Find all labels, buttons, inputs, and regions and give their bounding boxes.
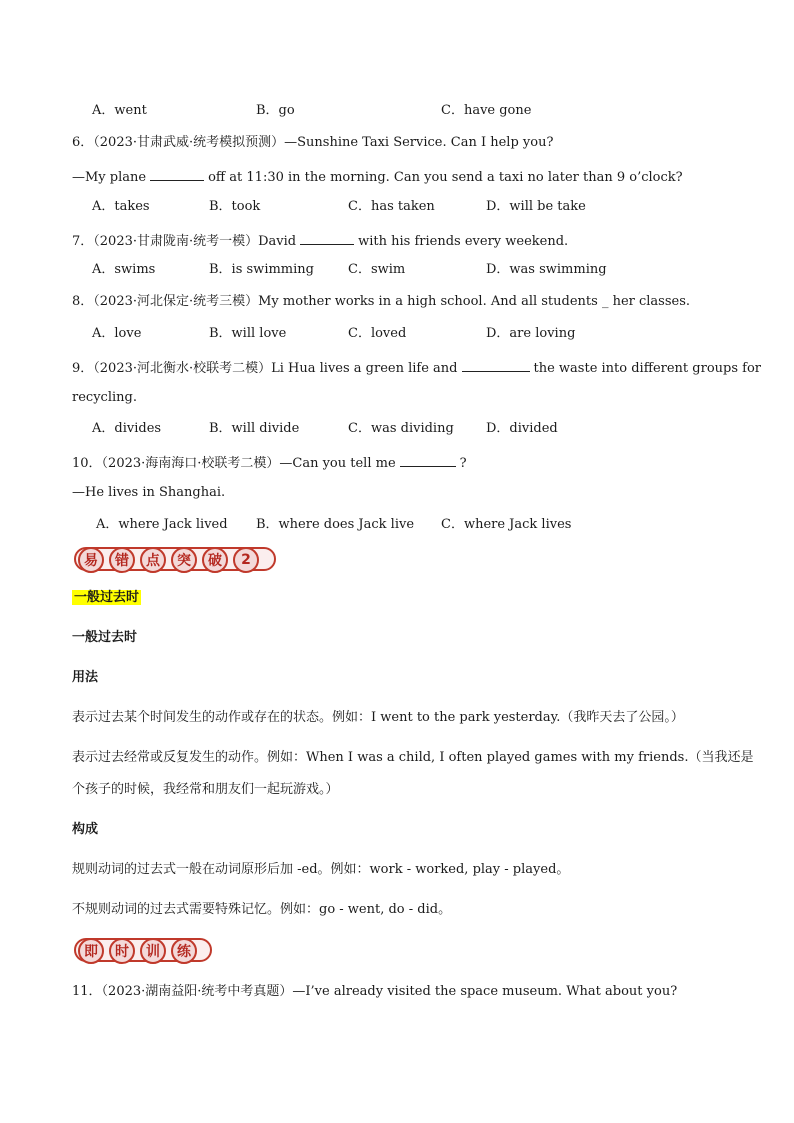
q9-stem xyxy=(72,358,761,377)
q10-stem-post: ? xyxy=(459,456,467,471)
q6-line2 xyxy=(72,167,683,186)
banner-char: 突 xyxy=(171,547,197,573)
q9-option-a: A．divides xyxy=(92,421,162,436)
usage-text-2b: 个孩子的时候，我经常和朋友们一起玩游戏。） xyxy=(72,782,339,797)
q10-option-a: A．where Jack lived xyxy=(96,517,228,532)
banner-char: 点 xyxy=(140,547,166,573)
form-text-2: 不规则动词的过去式需要特殊记忆。例如：go - went, do - did。 xyxy=(72,902,452,917)
q5-option-c: C．have gone xyxy=(441,103,532,118)
q7-stem-post: with his friends every weekend. xyxy=(358,234,569,249)
answer-blank xyxy=(300,231,354,245)
q8-option-c: C．loved xyxy=(348,326,407,341)
q9-option-d: D．divided xyxy=(486,421,558,436)
q6-stem: 6．（2023·甘肃武威·统考模拟预测）—Sunshine Taxi Service. Can I help you? xyxy=(72,135,554,150)
q10-stem-pre: 10．（2023·海南海口·校联考二模）—Can you tell me xyxy=(72,456,396,471)
q7-option-c: C．swim xyxy=(348,262,406,277)
q7-stem xyxy=(72,231,568,250)
q9-option-b: B．will divide xyxy=(209,421,300,436)
banner-char: 即 xyxy=(78,938,104,964)
q7-option-d: D．was swimming xyxy=(486,262,607,277)
highlight-text: 一般过去时 xyxy=(74,590,140,605)
q7-option-b: B．is swimming xyxy=(209,262,314,277)
q8-option-b: B．will love xyxy=(209,326,287,341)
q9-stem-pre: 9．（2023·河北衡水·校联考二模）Li Hua lives a green life and xyxy=(72,361,458,376)
usage-text-2a: 表示过去经常或反复发生的动作。例如：When I was a child, I often played games with my friends.（当我还是 xyxy=(72,750,754,765)
answer-blank xyxy=(150,167,204,181)
q7-option-a: A．swims xyxy=(92,262,156,277)
q6-option-d: D．will be take xyxy=(486,199,586,214)
q6-option-b: B．took xyxy=(209,199,261,214)
section-subtitle: 一般过去时 xyxy=(72,630,138,645)
q6-option-c: C．has taken xyxy=(348,199,435,214)
q9-option-c: C．was dividing xyxy=(348,421,454,436)
q11-stem: 11．（2023·湖南益阳·统考中考真题）—I’ve already visited the space museum. What about you? xyxy=(72,984,678,999)
q5-option-b: B．go xyxy=(256,103,295,118)
banner-char: 易 xyxy=(78,547,104,573)
banner-char: 破 xyxy=(202,547,228,573)
banner-char: 2 xyxy=(233,547,259,573)
usage-heading: 用法 xyxy=(72,670,99,685)
q6-option-a: A．takes xyxy=(92,199,150,214)
form-heading: 构成 xyxy=(72,822,99,837)
section-banner-error-points xyxy=(78,542,264,578)
highlighted-section-title xyxy=(72,590,141,606)
answer-blank xyxy=(462,358,530,372)
q5-option-a: A．went xyxy=(92,103,147,118)
usage-text-1: 表示过去某个时间发生的动作或存在的状态。例如：I went to the park yesterday.（我昨天去了公园。） xyxy=(72,710,684,725)
banner-char: 练 xyxy=(171,938,197,964)
q8-option-a: A．love xyxy=(92,326,142,341)
q10-line2: —He lives in Shanghai. xyxy=(72,485,226,500)
q8-option-d: D．are loving xyxy=(486,326,576,341)
q8-stem: 8．（2023·河北保定·统考三模）My mother works in a high school. And all students _ her classes. xyxy=(72,294,691,309)
banner-char: 错 xyxy=(109,547,135,573)
q9-stem-post: the waste into different groups for xyxy=(533,361,761,376)
banner-char: 时 xyxy=(109,938,135,964)
q10-option-c: C．where Jack lives xyxy=(441,517,572,532)
q6-line2-pre: —My plane xyxy=(72,170,147,185)
banner-char: 训 xyxy=(140,938,166,964)
form-text-1: 规则动词的过去式一般在动词原形后加 -ed。例如：work - worked, play - played。 xyxy=(72,862,570,877)
q6-line2-post: off at 11:30 in the morning. Can you send a taxi no later than 9 o’clock? xyxy=(208,170,683,185)
section-banner-practice xyxy=(78,933,202,969)
q7-stem-pre: 7．（2023·甘肃陇南·统考一模）David xyxy=(72,234,297,249)
q10-stem xyxy=(72,453,467,472)
answer-blank xyxy=(400,453,456,467)
q9-line2: recycling. xyxy=(72,390,137,405)
q10-option-b: B．where does Jack live xyxy=(256,517,415,532)
